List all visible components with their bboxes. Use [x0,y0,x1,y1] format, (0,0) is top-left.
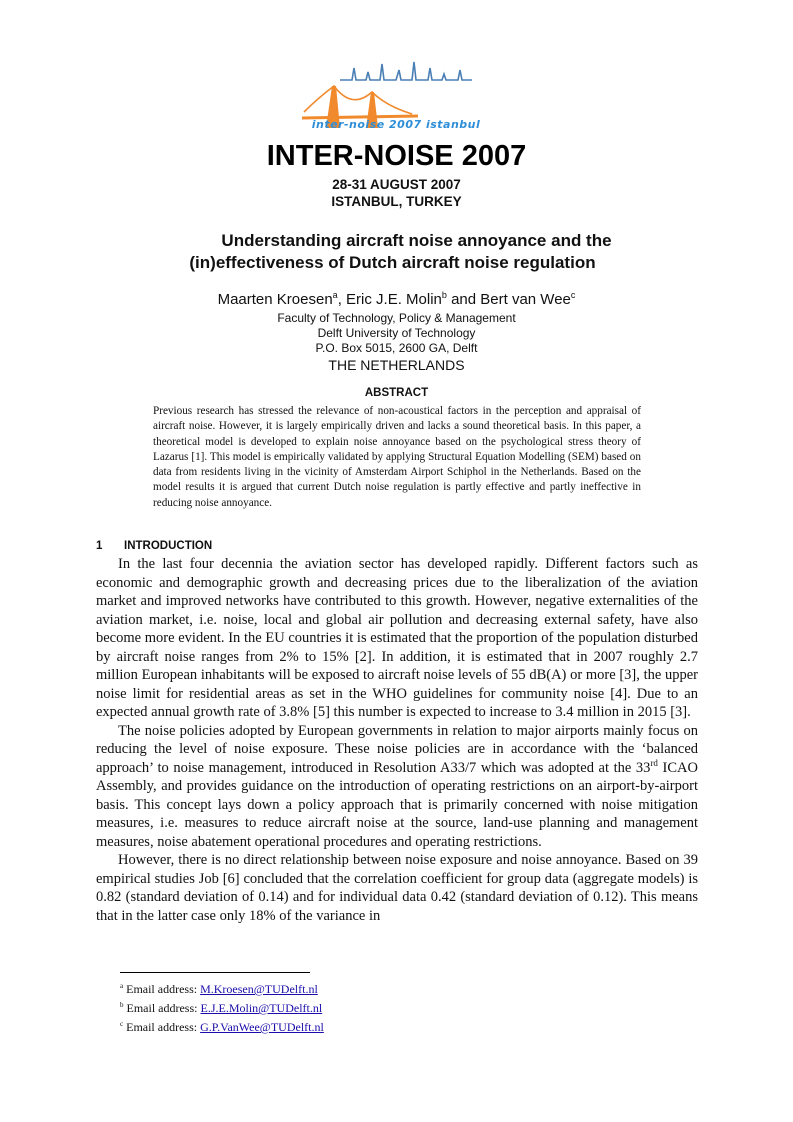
ordinal-suffix: rd [650,757,658,768]
abstract-text: Previous research has stressed the relevance of non-acoustical factors in the perception and appraisal of aircraft noise. However, it is largely empirically driven and lacks a sound theoretical basis. In this paper, a theoretical model is developed to explain noise annoyance based on the psychological stress theory of Lazarus [1]. This model is empirically validated by applying Structural Equation Modelling (SEM) based on data from residents living in the vicinity of Amsterdam Airport Schiphol in the Netherlands. Based on the model results it is argued that current Dutch noise regulation is partly effective and partly ineffective in reducing noise annoyance. [153,405,641,509]
author-name: Maarten Kroesen [217,291,333,308]
footnote-label: Email address: [126,982,201,996]
author-list [0,290,793,308]
footnote [120,997,324,1016]
author-name: Eric J.E. Molin [346,291,442,308]
paragraph: In the last four decennia the aviation sector has developed rapidly. Different factors such as economic and demographic growth and decreasing prices due to the liberalization of the aviation market and improved networks have contributed to this growth. However, negative externalities of the aviation market, i.e. noise, local and global air pollution and decreasing external safety, have also become more evident. In the EU countries it is estimated that the proportion of the population disturbed by aircraft noise ranges from 2% to 15% [2]. In addition, it is estimated that in 2007 roughly 2.7 million European inhabitants will be exposed to aircraft noise levels of 55 dB(A) or more [3], the upper noise limit for residential areas as set in the WHO guidelines for community noise [4]. Due to an expected annual growth rate of 3.8% [5] this number is expected to increase to 3.4 million in 2015 [3]. [96,556,698,720]
author-separator: , [337,291,347,308]
affiliation-address: P.O. Box 5015, 2600 GA, Delft [315,341,478,355]
footnote [120,978,324,997]
footnote-mark: b [120,1001,124,1009]
footnote-mark: a [120,982,124,990]
conference-title: INTER-NOISE 2007 [266,140,527,172]
section-body [96,555,698,925]
paragraph-text: The noise policies adopted by European governments in relation to major airports mainly focus on reducing the level of noise exposure. These noise policies are in accordance with the ‘balanced approach’ to noise management, introduced in Resolution A33/7 which was adopted at the 33 [96,722,698,776]
footnote-mark: c [120,1020,124,1028]
email-link[interactable]: E.J.E.Molin@TUDelft.nl [200,1001,323,1015]
section-title: INTRODUCTION [124,540,213,552]
email-link[interactable]: M.Kroesen@TUDelft.nl [200,982,318,996]
conference-location: ISTANBUL, TURKEY [331,194,462,209]
email-link[interactable]: G.P.VanWee@TUDelft.nl [200,1020,324,1034]
footnote-divider [120,972,310,973]
footnote-label: Email address: [126,1020,201,1034]
section-heading [96,540,212,552]
logo-text: inter-noise 2007 istanbul [311,118,481,131]
paper-title-line1: Understanding aircraft noise annoyance and the [221,231,612,250]
footnote-label: Email address: [126,1001,201,1015]
author-separator: and [446,291,481,308]
paragraph: However, there is no direct relationship between noise exposure and noise annoyance. Based on 39 empirical studies Job [6] concluded that the correlation coefficient for group data (aggregate models) is 0.82 (standard deviation of 0.14) and for individual data 0.42 (standard deviation of 0.12). This means that in the latter case only 18% of the variance in [96,852,698,924]
author-mark: c [570,290,576,300]
footnote [120,1016,324,1035]
affiliation-country: THE NETHERLANDS [328,357,465,373]
affiliation-university: Delft University of Technology [317,326,476,340]
author-mark: a [332,290,338,300]
footnotes [120,978,324,1035]
paper-title-line2: (in)effectiveness of Dutch aircraft noise regulation [189,253,596,272]
conference-dates: 28-31 AUGUST 2007 [332,177,461,192]
paper-title [0,230,793,274]
paragraph [96,722,698,852]
section-number: 1 [96,540,103,552]
author-name: Bert van Wee [480,291,571,308]
abstract-heading: ABSTRACT [364,387,429,399]
affiliation-faculty: Faculty of Technology, Policy & Management [277,311,516,325]
paragraph-text: ICAO Assembly, and provides guidance on the introduction of operating restrictions on an airport-by-airport basis. This concept lays down a policy approach that is primarily concerned with noise mitigation measures, i.e. measures to reduce aircraft noise at the source, land-use planning and management measures, noise abatement operational procedures and operating restrictions. [96,759,698,850]
author-mark: b [441,290,447,300]
